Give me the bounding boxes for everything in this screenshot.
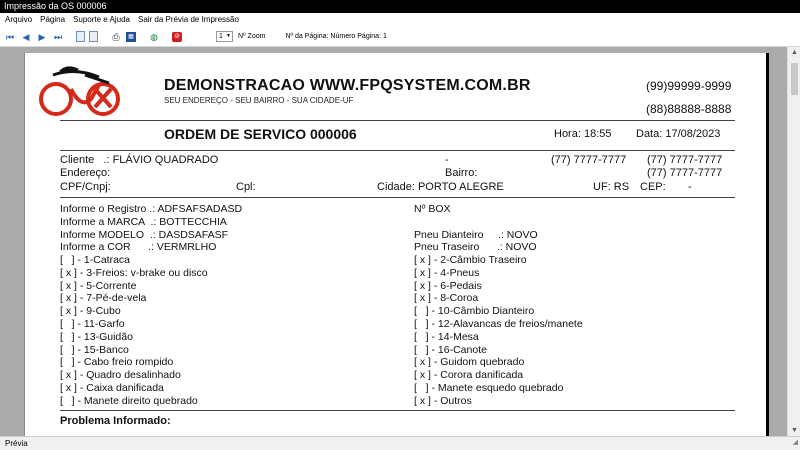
- client-city: Cidade: PORTO ALEGRE: [377, 181, 504, 193]
- window-title: Impressão da OS 000006: [0, 0, 800, 13]
- toolbar: [0, 27, 800, 47]
- checklist-item: [ ] - Manete esquedo quebrado: [414, 382, 564, 394]
- client-dash: -: [445, 154, 449, 166]
- checklist-item: [ x ] - 8-Coroa: [414, 292, 479, 305]
- bike-field: Pneu Dianteiro .: NOVO: [414, 228, 538, 241]
- first-page-icon[interactable]: ⏮: [5, 31, 15, 42]
- client-phone-2: (77) 7777-7777: [647, 154, 723, 166]
- os-time: Hora: 18:55: [554, 128, 612, 140]
- divider: [60, 150, 735, 151]
- checklist-item: [ ] - 1-Catraca: [60, 254, 131, 266]
- company-phone-1: (99)99999-9999: [646, 79, 732, 93]
- menu-pagina[interactable]: Página: [40, 15, 66, 24]
- checklist-item: [ x ] - Quadro desalinhado: [60, 369, 181, 382]
- chevron-down-icon: ▼: [226, 33, 231, 39]
- client-cep-dash: -: [688, 181, 692, 193]
- menu-suporte[interactable]: Suporte e Ajuda: [73, 15, 130, 24]
- bike-field: Informe a MARCA .: BOTTECCHIA: [60, 215, 227, 228]
- report-page: [24, 53, 766, 436]
- page-select[interactable]: 1 ▼: [216, 31, 233, 42]
- preview-viewport: [0, 47, 787, 436]
- menu-bar: [0, 13, 800, 27]
- checklist-item: [ x ] - Corora danificada: [414, 369, 524, 382]
- company-name: DEMONSTRACAO WWW.FPQSYSTEM.COM.BR: [164, 77, 531, 94]
- resize-grip-icon[interactable]: ◢: [792, 439, 798, 446]
- checklist-item: [ ] - 15-Banco: [60, 343, 129, 356]
- bike-field: Informe MODELO .: DASDSAFASF: [60, 228, 229, 241]
- client-cpl: Cpl:: [236, 181, 256, 193]
- bike-field: Pneu Traseiro .: NOVO: [414, 241, 537, 254]
- client-bairro: Bairro:: [445, 167, 478, 179]
- checklist-item: [ ] - Manete direito quebrado: [60, 394, 198, 407]
- checklist-item: [ x ] - 2-Câmbio Traseiro: [414, 254, 527, 266]
- checklist-item: [ ] - 14-Mesa: [414, 330, 479, 343]
- client-phone-1: (77) 7777-7777: [551, 154, 627, 166]
- client-name: Cliente .: FLÁVIO QUADRADO: [60, 154, 219, 166]
- close-preview-icon[interactable]: ⊘: [172, 32, 182, 42]
- printer-icon[interactable]: ⎙: [112, 31, 120, 42]
- menu-arquivo[interactable]: Arquivo: [5, 15, 33, 24]
- checklist-item: [ ] - 13-Guidão: [60, 330, 133, 343]
- bike-field: Informe o Registro .: ADFSAFSADASD: [60, 203, 243, 215]
- multi-page-icon[interactable]: [89, 31, 98, 42]
- menu-sair[interactable]: Sair da Prévia de Impressão: [137, 15, 239, 24]
- next-page-icon[interactable]: ▶: [38, 31, 46, 42]
- client-uf: UF: RS: [593, 181, 630, 193]
- client-phone-3: (77) 7777-7777: [647, 167, 723, 179]
- zoom-label: Nº Zoom: [238, 33, 266, 40]
- checklist-item: [ x ] - 4-Pneus: [414, 266, 480, 279]
- status-bar: [0, 436, 800, 450]
- vertical-scrollbar[interactable]: [787, 47, 800, 436]
- checklist-item: [ x ] - 7-Pé-de-vela: [60, 292, 147, 305]
- checklist-item: [ ] - Cabo freio rompido: [60, 356, 174, 369]
- company-address: SEU ENDEREÇO - SEU BAIRRO - SUA CIDADE-UF: [164, 96, 354, 105]
- checklist-item: [ ] - 16-Canote: [414, 343, 487, 356]
- status-text: Prévia: [5, 439, 28, 448]
- checklist-item: [ x ] - 6-Pedais: [414, 279, 482, 292]
- checklist-item: [ x ] - Outros: [414, 394, 472, 407]
- prev-page-icon[interactable]: ◀: [22, 31, 30, 42]
- export-globe-icon[interactable]: ◍: [150, 31, 158, 42]
- company-phone-2: (88)88888-8888: [646, 102, 732, 116]
- checklist-item: [ ] - 10-Câmbio Dianteiro: [414, 305, 535, 318]
- problem-label: Problema Informado:: [60, 415, 171, 427]
- divider: [60, 120, 735, 121]
- divider: [60, 197, 735, 198]
- client-cpf: CPF/Cnpj:: [60, 181, 111, 193]
- os-title: ORDEM DE SERVICO 000006: [164, 126, 357, 142]
- client-address: Endereço:: [60, 167, 111, 179]
- checklist-item: [ x ] - Caixa danificada: [60, 382, 164, 394]
- os-date: Data: 17/08/2023: [636, 128, 721, 140]
- single-page-icon[interactable]: [76, 31, 85, 42]
- scroll-up-icon[interactable]: ▲: [791, 49, 798, 56]
- checklist-item: [ x ] - 3-Freios: v-brake ou disco: [60, 266, 208, 279]
- page-number-label: Nº da Página: Número Página: 1: [285, 33, 387, 40]
- divider: [60, 410, 735, 411]
- last-page-icon[interactable]: ⏭: [53, 31, 63, 42]
- grid-view-icon[interactable]: ▦: [126, 32, 136, 42]
- scroll-thumb[interactable]: [791, 63, 798, 95]
- checklist-item: [ x ] - 5-Corrente: [60, 279, 137, 292]
- bike-logo: [39, 59, 129, 119]
- checklist-item: [ x ] - Guidom quebrado: [414, 356, 525, 369]
- scroll-down-icon[interactable]: ▼: [791, 427, 798, 434]
- checklist-item: [ x ] - 9-Cubo: [60, 305, 121, 318]
- checklist-item: [ ] - 11-Garfo: [60, 318, 125, 330]
- bike-field: Informe a COR .: VERMRLHO: [60, 241, 217, 254]
- client-cep: CEP:: [640, 181, 666, 193]
- bike-field: Nº BOX: [414, 203, 451, 215]
- checklist-item: [ ] - 12-Alavancas de freios/manete: [414, 318, 583, 330]
